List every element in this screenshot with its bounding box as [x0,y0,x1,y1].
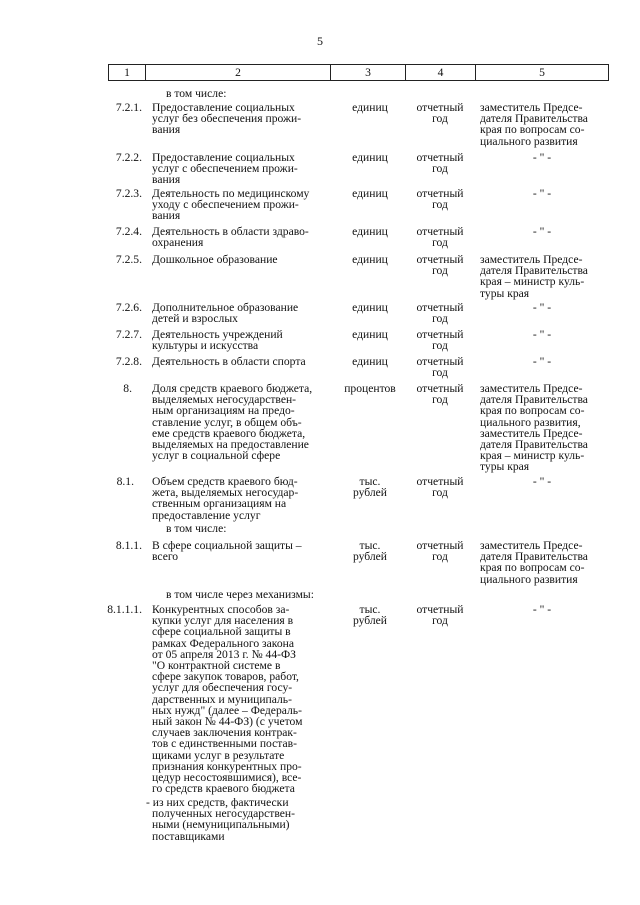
responsible: заместитель Предсе- дателя Правительства края – министр куль- туры края [480,253,588,300]
period: отчетный год [416,253,464,278]
row-number: 8. [123,382,132,395]
row-number: 7.2.1. [115,101,142,114]
row-number: 7.2.7. [115,328,142,341]
period: отчетный год [416,355,464,380]
indicator-name: Деятельность по медицинскому уходу с обеспечением прожи- вания [152,187,310,223]
section-subheading: в том числе: [166,522,227,535]
period: отчетный год [416,382,464,407]
indicator-name: Предоставление социальных услуг с обеспечением прожи- вания [152,151,298,187]
row-number: 7.2.3. [115,187,142,200]
responsible: - " - [532,328,552,341]
responsible: заместитель Предсе- дателя Правительства края по вопросам со- циального развития [480,101,588,148]
unit: единиц [352,187,388,200]
unit: единиц [352,355,388,368]
period: отчетный год [416,539,464,564]
indicator-name: Доля средств краевого бюджета, выделяемых негосударствен- ным организациям на предо- ставление услуг, в общем объ- еме средств краевого бюджета, выделяемых на предоставление услуг в социальной сфере [152,382,313,463]
responsible: - " - [532,225,552,238]
unit: тыс. рублей [352,475,388,500]
unit: единиц [352,253,388,266]
header-col-2: 2 [146,65,331,81]
responsible: - " - [532,355,552,368]
indicator-name: Дошкольное образование [152,253,278,266]
responsible: - " - [532,151,552,164]
unit: тыс. рублей [352,603,388,628]
indicator-name: Деятельность в области здраво- охранения [152,225,309,250]
period: отчетный год [416,603,464,628]
row-number: 7.2.6. [115,301,142,314]
indicator-name: Деятельность учреждений культуры и искусства [152,328,283,353]
responsible: - " - [532,475,552,488]
header-col-3: 3 [331,65,406,81]
header-col-5: 5 [476,65,609,81]
row-number: 7.2.5. [115,253,142,266]
section-subheading: в том числе: [166,87,227,100]
unit: единиц [352,328,388,341]
period: отчетный год [416,328,464,353]
responsible: - " - [532,301,552,314]
header-col-1: 1 [109,65,146,81]
period: отчетный год [416,101,464,126]
indicator-name: Предоставление социальных услуг без обеспечения прожи- вания [152,101,302,137]
indicator-name: - из них средств, фактически полученных негосударствен- ными (немуниципальными) поставщиками [146,796,295,843]
row-number: 7.2.8. [115,355,142,368]
section-subheading: в том числе через механизмы: [166,588,314,601]
indicator-name: Объем средств краевого бюд- жета, выделяемых негосудар- ственным организациям на предоставление услуг [152,475,299,522]
unit: единиц [352,151,388,164]
row-number: 8.1.1. [115,539,142,552]
period: отчетный год [416,475,464,500]
row-number: 7.2.4. [115,225,142,238]
header-col-4: 4 [406,65,476,81]
unit: единиц [352,301,388,314]
indicator-name: Дополнительное образование детей и взрослых [152,301,299,326]
table-header [108,64,609,81]
unit: процентов [344,382,396,395]
indicator-name: Деятельность в области спорта [152,355,306,368]
responsible: - " - [532,187,552,200]
unit: тыс. рублей [352,539,388,564]
period: отчетный год [416,187,464,212]
period: отчетный год [416,151,464,176]
page-number: 5 [317,34,323,48]
unit: единиц [352,101,388,114]
indicator-name: В сфере социальной защиты – всего [152,539,302,564]
row-number: 8.1. [116,475,134,488]
responsible: заместитель Предсе- дателя Правительства края по вопросам со- циального развития [480,539,588,586]
period: отчетный год [416,301,464,326]
indicator-name: Конкурентных способов за- купки услуг для населения в сфере социальной защиты в рамках Федерального закона от 05 апреля 2013 г. № 44-ФЗ "О контрактной системе в сфере закупок товаров, работ, услуг для обеспечения госу- дарственных и муниципаль- ных нужд" (далее – Федераль- ный закон № 44-ФЗ) (с учетом случаев заключения контрак- тов с единственными постав- щиками услуг в результате признания конкурентных про- цедур несостоявшимися), все- го средств краевого бюджета [152,603,303,796]
responsible: - " - [532,603,552,616]
responsible: заместитель Предсе- дателя Правительства края по вопросам со- циального развития, заместитель Предсе- дателя Правительства края – министр куль- туры края [480,382,588,474]
row-number: 8.1.1.1. [107,603,142,616]
period: отчетный год [416,225,464,250]
row-number: 7.2.2. [115,151,142,164]
unit: единиц [352,225,388,238]
